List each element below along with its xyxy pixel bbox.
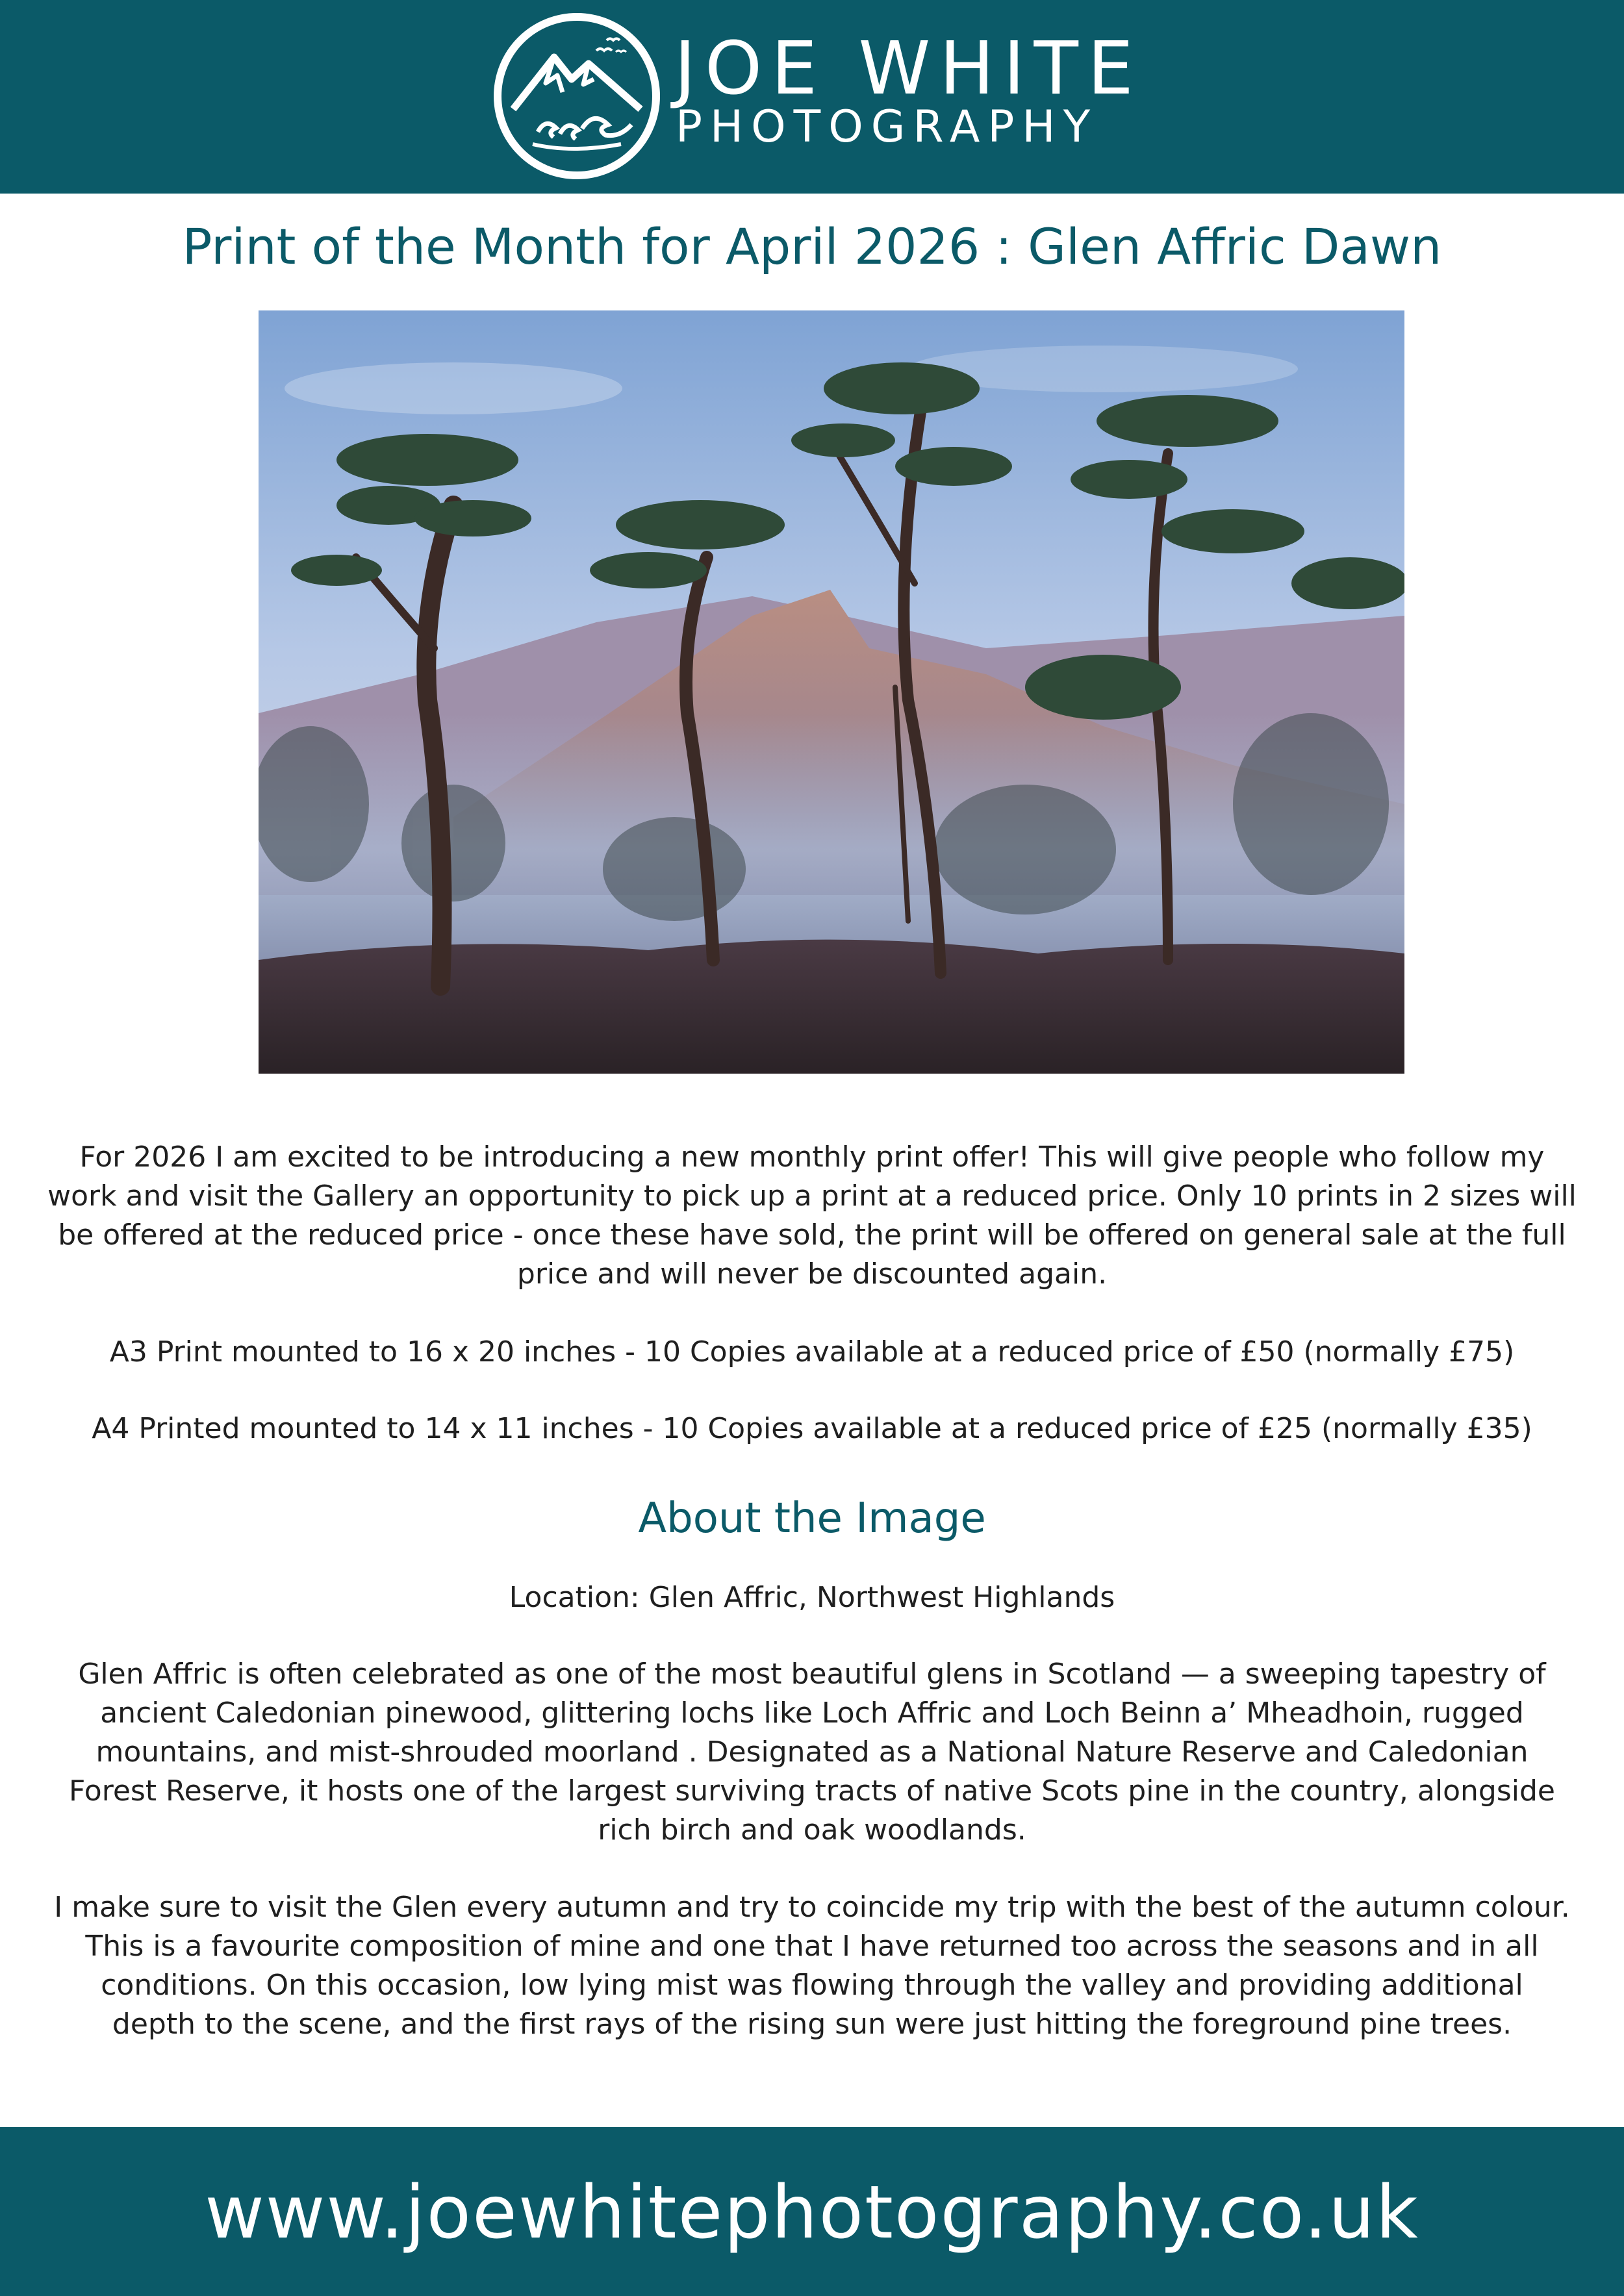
offer-a4 — [32, 1409, 1592, 1448]
offer-a3 — [32, 1333, 1592, 1372]
about-line: conditions. On this occasion, low lying mist was flowing through the valley and providing additional — [101, 1969, 1523, 2002]
about-line: Forest Reserve, it hosts one of the largest surviving tracts of native Scots pine in the country, alongside — [69, 1774, 1555, 1808]
logo-icon[interactable] — [492, 12, 661, 181]
about-paragraph-2 — [32, 1888, 1592, 2044]
about-line: ancient Caledonian pinewood, glittering lochs like Loch Affric and Loch Beinn a’ Mheadhoin, rugged — [100, 1697, 1524, 1730]
location-line — [32, 1578, 1592, 1617]
about-line: This is a favourite composition of mine and one that I have returned too across the seasons and in all — [85, 1930, 1539, 1963]
intro-line: price and will never be discounted again. — [516, 1257, 1108, 1291]
page-title: Print of the Month for April 2026 : Glen Affric Dawn — [182, 218, 1442, 275]
about-line: I make sure to visit the Glen every autumn and try to coincide my trip with the best of the autumn colour. — [54, 1891, 1570, 1924]
about-heading: About the Image — [638, 1495, 986, 1543]
footer-banner — [0, 2127, 1624, 2296]
intro-line: work and visit the Gallery an opportunity to pick up a print at a reduced price. Only 10 prints in 2 sizes will — [47, 1180, 1577, 1213]
header-banner — [0, 0, 1624, 194]
offer-a3-text: A3 Print mounted to 16 x 20 inches - 10 Copies available at a reduced price of £50 (normally £75) — [109, 1335, 1515, 1369]
about-line: mountains, and mist-shrouded moorland . Designated as a National Nature Reserve and Caledonian — [95, 1735, 1529, 1769]
website-link[interactable]: www.joewhitephotography.co.uk — [205, 2171, 1419, 2255]
intro-line: be offered at the reduced price - once these have sold, the print will be offered on general sale at the full — [58, 1218, 1566, 1252]
brand-name: JOE WHITE — [674, 27, 1143, 111]
offer-a4-text: A4 Printed mounted to 14 x 11 inches - 10 Copies available at a reduced price of £25 (normally £35) — [92, 1412, 1532, 1445]
featured-photo — [259, 310, 1404, 1074]
location-text: Location: Glen Affric, Northwest Highlands — [509, 1581, 1115, 1614]
brand-subtitle: PHOTOGRAPHY — [676, 101, 1098, 153]
intro-paragraph — [32, 1138, 1592, 1294]
about-paragraph-1 — [32, 1655, 1592, 1850]
about-line: rich birch and oak woodlands. — [598, 1813, 1026, 1847]
intro-line: For 2026 I am excited to be introducing a new monthly print offer! This will give people who follow my — [79, 1141, 1545, 1174]
about-line: Glen Affric is often celebrated as one of the most beautiful glens in Scotland — a sweeping tapestry of — [78, 1658, 1546, 1691]
about-line: depth to the scene, and the first rays of the rising sun were just hitting the foreground pine trees. — [112, 2008, 1512, 2041]
